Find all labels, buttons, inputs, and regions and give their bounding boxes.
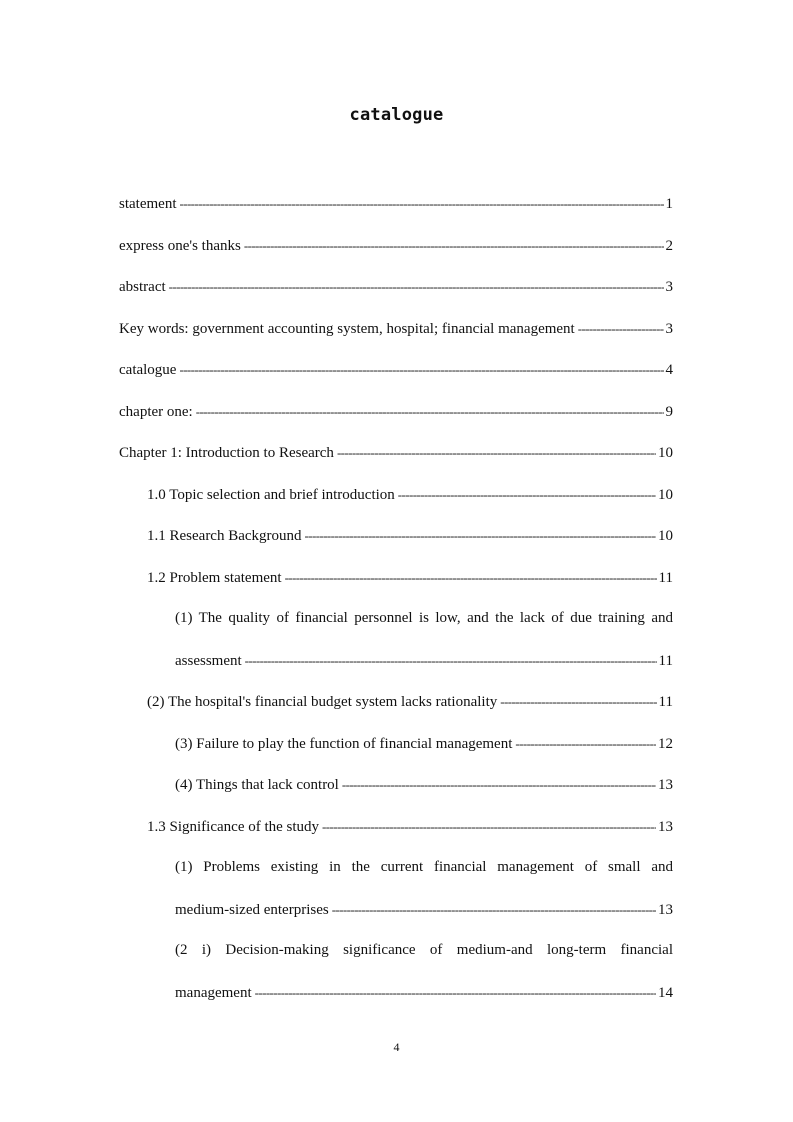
- toc-leader: [245, 640, 657, 682]
- toc-leader: [179, 183, 663, 225]
- toc-leader: [337, 432, 656, 474]
- toc-leader: [398, 474, 656, 516]
- toc-entry-chapter-one[interactable]: [119, 391, 673, 433]
- toc-entry-wrapped-line[interactable]: (1) The quality of financial personnel is low, and the lack of due training and: [175, 610, 673, 626]
- toc-entry-wrapped-line[interactable]: (2 i) Decision-making significance of medium-and long-term financial: [175, 942, 673, 958]
- toc-page-number: 13: [658, 901, 673, 918]
- toc-entry-1-3[interactable]: [119, 806, 673, 848]
- toc-entry-budget[interactable]: [119, 681, 673, 723]
- toc-page-number: 14: [658, 984, 673, 1001]
- toc-page-number: 3: [665, 320, 673, 337]
- toc-entry-text: medium-sized enterprises: [175, 901, 329, 918]
- toc-page-number: 12: [658, 735, 673, 752]
- toc-entry-text: abstract: [119, 279, 166, 295]
- toc-entry-chapter-1[interactable]: [119, 432, 673, 474]
- toc-entry-keywords[interactable]: [119, 308, 673, 350]
- toc-page-number: 11: [658, 694, 673, 710]
- toc-leader: [500, 681, 656, 723]
- page-number: 4: [393, 1040, 400, 1054]
- toc-entry-thanks[interactable]: [119, 225, 673, 267]
- toc-entry-text: 1.1 Research Background: [147, 528, 302, 544]
- toc-entry-text: management: [175, 984, 252, 1001]
- toc-leader: [179, 349, 663, 391]
- toc-page-number: 11: [658, 652, 673, 669]
- toc-entry-text: (2) The hospital's financial budget system lacks rationality: [147, 694, 498, 710]
- toc-leader: [578, 308, 664, 350]
- toc-leader: [515, 723, 656, 765]
- toc-entry-control[interactable]: [119, 764, 673, 806]
- toc-entry-text: Chapter 1: Introduction to Research: [119, 445, 334, 461]
- toc-entry-text: (3) Failure to play the function of financial management: [175, 735, 513, 752]
- page-title: catalogue: [349, 105, 444, 125]
- toc-leader: [285, 557, 657, 599]
- toc-entry-abstract[interactable]: [119, 266, 673, 308]
- toc-entry-1-2[interactable]: [119, 557, 673, 599]
- toc-leader: [255, 972, 656, 1014]
- toc-entry-1-0[interactable]: [119, 474, 673, 516]
- toc-entry-text: 1.2 Problem statement: [147, 569, 282, 586]
- toc-entry-wrapped-line[interactable]: (1) Problems existing in the current financial management of small and: [175, 859, 673, 875]
- toc-entry-text: (4) Things that lack control: [175, 777, 339, 793]
- toc-page-number: 3: [665, 279, 673, 295]
- toc-leader: [169, 266, 664, 308]
- toc-page-number: 11: [658, 569, 673, 586]
- toc-page-number: 10: [658, 486, 673, 503]
- toc-page-number: 13: [658, 818, 673, 835]
- toc-page-number: 10: [658, 528, 673, 544]
- toc-entry-text: 1.0 Topic selection and brief introduction: [147, 486, 395, 503]
- toc-page-number: 10: [658, 445, 673, 461]
- toc-entry-text: Key words: government accounting system, hospital; financial management: [119, 320, 575, 337]
- toc-entry-enterprises[interactable]: [119, 889, 673, 931]
- toc-leader: [305, 515, 656, 557]
- toc-page-number: 4: [665, 362, 673, 378]
- toc-entry-1-1[interactable]: [119, 515, 673, 557]
- toc-entry-text: 1.3 Significance of the study: [147, 818, 320, 835]
- toc-entry-function[interactable]: [119, 723, 673, 765]
- toc-leader: [196, 391, 664, 433]
- toc-page-number: 13: [658, 777, 673, 793]
- toc-entry-decision[interactable]: [119, 972, 673, 1014]
- toc-page-number: 9: [665, 403, 673, 420]
- toc-entry-personnel[interactable]: [119, 640, 673, 682]
- toc-leader: [332, 889, 656, 931]
- toc-page-number: 1: [665, 196, 673, 212]
- table-of-contents: [119, 183, 673, 1013]
- toc-entry-text: chapter one:: [119, 403, 193, 420]
- toc-entry-text: assessment: [175, 652, 242, 669]
- toc-entry-text: catalogue: [119, 362, 177, 378]
- toc-leader: [342, 764, 656, 806]
- toc-leader: [244, 225, 664, 267]
- toc-entry-statement[interactable]: [119, 183, 673, 225]
- toc-leader: [322, 806, 656, 848]
- toc-entry-text: statement: [119, 196, 177, 212]
- toc-entry-catalogue[interactable]: [119, 349, 673, 391]
- toc-entry-text: express one's thanks: [119, 237, 241, 254]
- toc-page-number: 2: [665, 237, 673, 254]
